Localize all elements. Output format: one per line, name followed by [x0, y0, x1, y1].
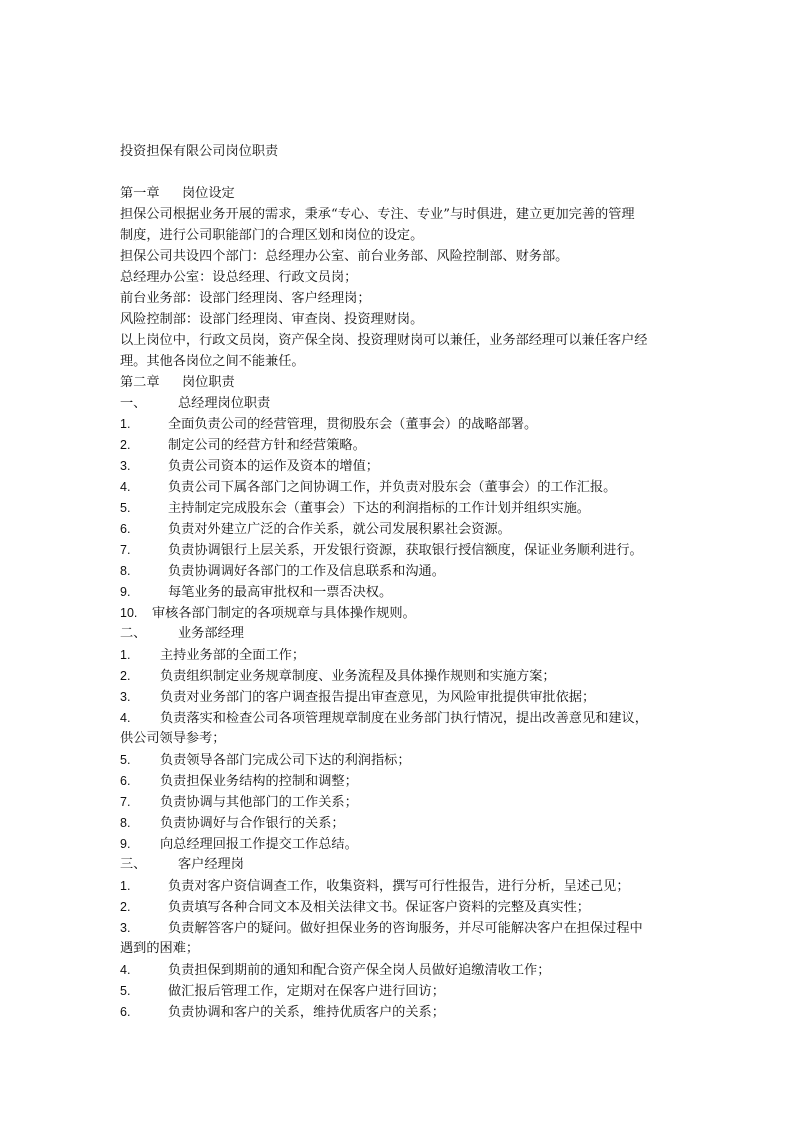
list-item [120, 645, 305, 666]
item-text: 负责组织制定业务规章制度、业务流程及具体操作规则和实施方案； [160, 669, 556, 684]
chapter-number: 第二章 [120, 375, 160, 390]
item-number: 5. [120, 501, 131, 515]
item-number: 6. [120, 522, 131, 536]
list-item [120, 540, 643, 561]
item-text: 制定公司的经营方针和经营策略。 [168, 438, 366, 453]
list-item [120, 771, 358, 792]
list-item [120, 498, 590, 519]
section-2-heading [120, 624, 244, 644]
chapter-1-heading [120, 184, 235, 204]
item-number: 6. [120, 774, 131, 788]
item-number: 1. [120, 879, 131, 893]
section-number: 三、 [120, 857, 147, 872]
list-item [120, 519, 511, 540]
item-text: 负责协调好与合作银行的关系； [160, 816, 345, 831]
item-text: 负责公司资本的运作及资本的增值； [168, 459, 379, 474]
item-number: 8. [120, 816, 131, 830]
section-title: 总经理岗位职责 [178, 396, 271, 411]
item-number: 8. [120, 564, 131, 578]
list-item [120, 582, 392, 603]
list-item [120, 750, 411, 771]
item-text: 负责填写各种合同文本及相关法律文书。保证客户资料的完整及真实性； [168, 900, 590, 915]
list-item-continuation: 供公司领导参考； [120, 731, 226, 746]
list-item-continuation: 遇到的困难； [120, 941, 200, 956]
item-number: 3. [120, 459, 131, 473]
item-text: 负责担保到期前的通知和配合资产保全岗人员做好追缴清收工作； [168, 963, 551, 978]
paragraph-line: 总经理办公室：设总经理、行政文员岗； [120, 270, 358, 285]
item-number: 10. [120, 606, 138, 620]
list-item [120, 981, 445, 1002]
chapter-title: 岗位设定 [182, 186, 235, 201]
item-text: 负责担保业务结构的控制和调整； [160, 774, 358, 789]
list-item [120, 666, 556, 687]
list-item [120, 960, 550, 981]
item-number: 1. [120, 417, 131, 431]
item-text: 主持业务部的全面工作； [160, 648, 306, 663]
item-text: 全面负责公司的经营管理，贯彻股东会（董事会）的战略部署。 [168, 417, 538, 432]
item-number: 1. [120, 648, 131, 662]
list-item [120, 435, 366, 456]
list-item [120, 708, 648, 729]
list-item [120, 876, 630, 897]
item-number: 5. [120, 984, 131, 998]
item-number: 4. [120, 711, 131, 725]
item-text: 负责公司下属各部门之间协调工作，并负责对股东会（董事会）的工作汇报。 [168, 480, 617, 495]
item-number: 2. [120, 900, 131, 914]
item-number: 9. [120, 837, 131, 851]
item-number: 7. [120, 795, 131, 809]
section-number: 一、 [120, 396, 147, 411]
item-text: 审核各部门制定的各项规章与具体操作规则。 [152, 606, 416, 621]
item-number: 2. [120, 438, 131, 452]
item-text: 负责对外建立广泛的合作关系，就公司发展积累社会资源。 [168, 522, 511, 537]
item-text: 负责协调和客户的关系，维持优质客户的关系； [168, 1005, 445, 1020]
item-text: 向总经理回报工作提交工作总结。 [160, 837, 358, 852]
item-text: 负责对客户资信调查工作，收集资料，撰写可行性报告，进行分析，呈述己见； [168, 879, 630, 894]
section-number: 二、 [120, 626, 147, 641]
item-text: 负责协调银行上层关系，开发银行资源，获取银行授信额度，保证业务顺利进行。 [168, 543, 643, 558]
list-item [120, 918, 643, 939]
item-text: 负责协调调好各部门的工作及信息联系和沟通。 [168, 564, 445, 579]
item-text: 负责解答客户的疑问。做好担保业务的咨询服务，并尽可能解决客户在担保过程中 [168, 921, 643, 936]
list-item [120, 603, 416, 624]
paragraph-line: 风险控制部：设部门经理岗、审查岗、投资理财岗。 [120, 312, 424, 327]
item-number: 3. [120, 690, 131, 704]
paragraph-line: 以上岗位中，行政文员岗，资产保全岗、投资理财岗可以兼任，业务部经理可以兼任客户经 [120, 333, 648, 348]
item-number: 4. [120, 963, 131, 977]
item-number: 3. [120, 921, 131, 935]
list-item [120, 477, 616, 498]
section-1-heading [120, 394, 270, 414]
chapter-title: 岗位职责 [182, 375, 235, 390]
item-text: 做汇报后管理工作，定期对在保客户进行回访； [168, 984, 445, 999]
list-item [120, 792, 358, 813]
item-number: 9. [120, 585, 131, 599]
chapter-number: 第一章 [120, 186, 160, 201]
section-title: 业务部经理 [178, 626, 244, 641]
chapter-2-heading [120, 373, 235, 393]
list-item [120, 834, 358, 855]
paragraph-line: 担保公司共设四个部门：总经理办公室、前台业务部、风险控制部、财务部。 [120, 249, 569, 264]
item-number: 2. [120, 669, 131, 683]
document-title: 投资担保有限公司岗位职责 [120, 144, 279, 159]
list-item [120, 1002, 445, 1023]
paragraph-line: 前台业务部：设部门经理岗、客户经理岗； [120, 291, 371, 306]
item-text: 负责对业务部门的客户调查报告提出审查意见，为风险审批提供审批依据； [160, 690, 596, 705]
section-title: 客户经理岗 [178, 857, 244, 872]
section-3-heading [120, 855, 244, 875]
list-item [120, 813, 345, 834]
item-number: 5. [120, 753, 131, 767]
list-item [120, 687, 595, 708]
list-item [120, 897, 590, 918]
item-text: 主持制定完成股东会（董事会）下达的利润指标的工作计划并组织实施。 [168, 501, 590, 516]
item-text: 负责领导各部门完成公司下达的利润指标； [160, 753, 411, 768]
paragraph-line: 担保公司根据业务开展的需求，秉承“专心、专注、专业”与时俱进，建立更加完善的管理 [120, 207, 635, 222]
paragraph-line: 理。其他各岗位之间不能兼任。 [120, 354, 305, 369]
item-text: 负责协调与其他部门的工作关系； [160, 795, 358, 810]
list-item [120, 561, 445, 582]
list-item [120, 414, 537, 435]
item-text: 每笔业务的最高审批权和一票否决权。 [168, 585, 393, 600]
item-number: 4. [120, 480, 131, 494]
list-item [120, 456, 379, 477]
item-text: 负责落实和检查公司各项管理规章制度在业务部门执行情况，提出改善意见和建议， [160, 711, 648, 726]
item-number: 6. [120, 1005, 131, 1019]
item-number: 7. [120, 543, 131, 557]
paragraph-line: 制度，进行公司职能部门的合理区划和岗位的设定。 [120, 228, 424, 243]
